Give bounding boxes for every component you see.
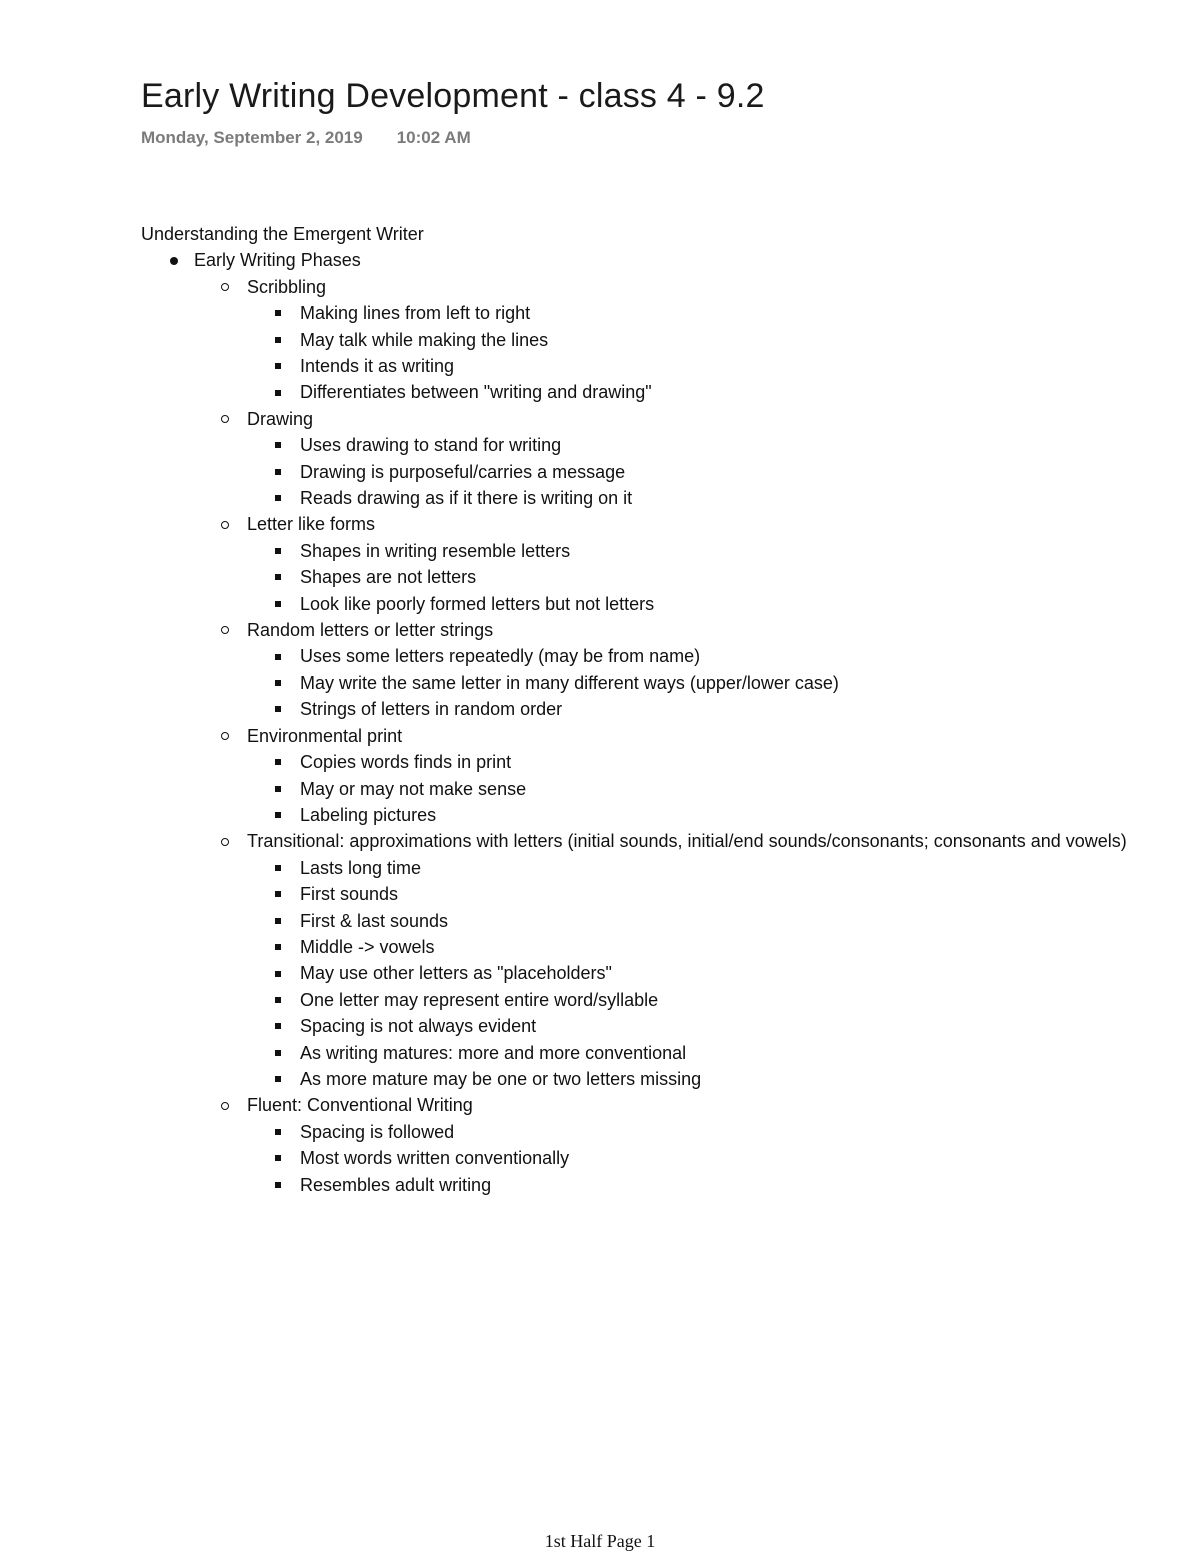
outline-topic-label: Early Writing Phases: [194, 250, 361, 271]
hollow-bullet-icon: [221, 406, 229, 432]
phase-list: [141, 274, 1141, 1198]
phase-detail-label: May use other letters as "placeholders": [300, 963, 612, 984]
phase-detail-label: May talk while making the lines: [300, 329, 549, 350]
square-bullet-icon: [275, 696, 281, 722]
square-bullet-icon: [275, 908, 281, 934]
square-bullet-icon: [275, 802, 281, 828]
phase-detail-label: Look like poorly formed letters but not letters: [300, 593, 655, 614]
hollow-bullet-icon: [221, 511, 229, 537]
phase-detail-item: [141, 353, 1141, 379]
phase-detail-label: Shapes are not letters: [300, 567, 477, 588]
phase-detail-item: [141, 855, 1141, 881]
phase-detail-label: Strings of letters in random order: [300, 699, 563, 720]
phase-detail-item: [141, 1040, 1141, 1066]
phase-detail-label: As writing matures: more and more conventional: [300, 1042, 687, 1063]
square-bullet-icon: [275, 379, 281, 405]
phase-label: Environmental print: [247, 725, 403, 746]
square-bullet-icon: [275, 987, 281, 1013]
square-bullet-icon: [275, 670, 281, 696]
phase-label: Scribbling: [247, 276, 327, 297]
phase-detail-label: Lasts long time: [300, 857, 422, 878]
filled-bullet-icon: [170, 247, 178, 273]
phase-detail-item: [141, 749, 1141, 775]
note-time: 10:02 AM: [396, 128, 471, 147]
page-footer: 1st Half Page 1: [544, 1531, 656, 1551]
note-timestamp: [141, 127, 471, 149]
square-bullet-icon: [275, 881, 281, 907]
phase-detail-label: As more mature may be one or two letters missing: [300, 1068, 702, 1089]
square-bullet-icon: [275, 564, 281, 590]
phase-detail-label: First & last sounds: [300, 910, 449, 931]
phase-detail-item: [141, 1013, 1141, 1039]
square-bullet-icon: [275, 1145, 281, 1171]
square-bullet-icon: [275, 1066, 281, 1092]
phase-label: Transitional: approximations with letters (initial sounds, initial/end sounds/consonants; consonants and vowels): [247, 831, 1127, 852]
outline-topic: [141, 247, 1141, 273]
square-bullet-icon: [275, 353, 281, 379]
phase-detail-item: [141, 881, 1141, 907]
square-bullet-icon: [275, 960, 281, 986]
square-bullet-icon: [275, 300, 281, 326]
phase-detail-label: Labeling pictures: [300, 804, 437, 825]
square-bullet-icon: [275, 538, 281, 564]
phase-item: [141, 617, 1141, 643]
square-bullet-icon: [275, 855, 281, 881]
phase-detail-label: One letter may represent entire word/syllable: [300, 989, 659, 1010]
phase-detail-item: [141, 300, 1141, 326]
square-bullet-icon: [275, 749, 281, 775]
hollow-bullet-icon: [221, 274, 229, 300]
note-date: Monday, September 2, 2019: [141, 128, 363, 147]
phase-detail-label: Resembles adult writing: [300, 1174, 492, 1195]
phase-detail-label: Intends it as writing: [300, 356, 455, 377]
phase-detail-label: Spacing is not always evident: [300, 1016, 537, 1037]
square-bullet-icon: [275, 1172, 281, 1198]
phase-detail-label: First sounds: [300, 884, 399, 905]
square-bullet-icon: [275, 432, 281, 458]
phase-detail-label: Spacing is followed: [300, 1121, 455, 1142]
hollow-bullet-icon: [221, 828, 229, 854]
square-bullet-icon: [275, 1119, 281, 1145]
phase-label: Drawing: [247, 408, 314, 429]
square-bullet-icon: [275, 1013, 281, 1039]
phase-detail-item: [141, 1172, 1141, 1198]
phase-detail-item: [141, 591, 1141, 617]
phase-detail-item: [141, 960, 1141, 986]
phase-detail-item: [141, 538, 1141, 564]
phase-detail-item: [141, 696, 1141, 722]
phase-detail-label: Drawing is purposeful/carries a message: [300, 461, 626, 482]
phase-detail-label: Most words written conventionally: [300, 1148, 570, 1169]
square-bullet-icon: [275, 485, 281, 511]
square-bullet-icon: [275, 591, 281, 617]
phase-item: [141, 723, 1141, 749]
phase-item: [141, 406, 1141, 432]
phase-detail-label: Uses some letters repeatedly (may be from name): [300, 646, 701, 667]
phase-item: [141, 511, 1141, 537]
note-outline: [141, 221, 1141, 1198]
phase-detail-item: [141, 987, 1141, 1013]
phase-detail-item: [141, 643, 1141, 669]
square-bullet-icon: [275, 643, 281, 669]
phase-detail-label: Reads drawing as if it there is writing on it: [300, 488, 633, 509]
square-bullet-icon: [275, 459, 281, 485]
phase-item: [141, 274, 1141, 300]
phase-detail-item: [141, 776, 1141, 802]
phase-label: Letter like forms: [247, 514, 376, 535]
phase-detail-label: Copies words finds in print: [300, 752, 512, 773]
phase-detail-item: [141, 379, 1141, 405]
phase-detail-label: Uses drawing to stand for writing: [300, 435, 562, 456]
phase-detail-item: [141, 432, 1141, 458]
hollow-bullet-icon: [221, 1092, 229, 1118]
phase-detail-label: Middle -> vowels: [300, 936, 435, 957]
phase-detail-item: [141, 485, 1141, 511]
phase-detail-item: [141, 934, 1141, 960]
phase-detail-item: [141, 564, 1141, 590]
phase-detail-item: [141, 327, 1141, 353]
phase-detail-item: [141, 802, 1141, 828]
square-bullet-icon: [275, 1040, 281, 1066]
phase-detail-item: [141, 459, 1141, 485]
phase-detail-label: May write the same letter in many different ways (upper/lower case): [300, 672, 839, 693]
phase-detail-label: Shapes in writing resemble letters: [300, 540, 571, 561]
phase-detail-item: [141, 1066, 1141, 1092]
phase-label: Fluent: Conventional Writing: [247, 1095, 473, 1116]
hollow-bullet-icon: [221, 617, 229, 643]
square-bullet-icon: [275, 934, 281, 960]
outline-heading: Understanding the Emergent Writer: [141, 224, 424, 244]
hollow-bullet-icon: [221, 723, 229, 749]
phase-detail-item: [141, 1145, 1141, 1171]
page-title: Early Writing Development - class 4 - 9.2: [141, 77, 765, 115]
square-bullet-icon: [275, 327, 281, 353]
phase-detail-item: [141, 1119, 1141, 1145]
phase-detail-item: [141, 670, 1141, 696]
phase-detail-label: Differentiates between "writing and drawing": [300, 382, 652, 403]
phase-detail-label: Making lines from left to right: [300, 303, 531, 324]
phase-detail-item: [141, 908, 1141, 934]
phase-label: Random letters or letter strings: [247, 620, 494, 641]
phase-item: [141, 828, 1141, 854]
square-bullet-icon: [275, 776, 281, 802]
phase-detail-label: May or may not make sense: [300, 778, 527, 799]
phase-item: [141, 1092, 1141, 1118]
